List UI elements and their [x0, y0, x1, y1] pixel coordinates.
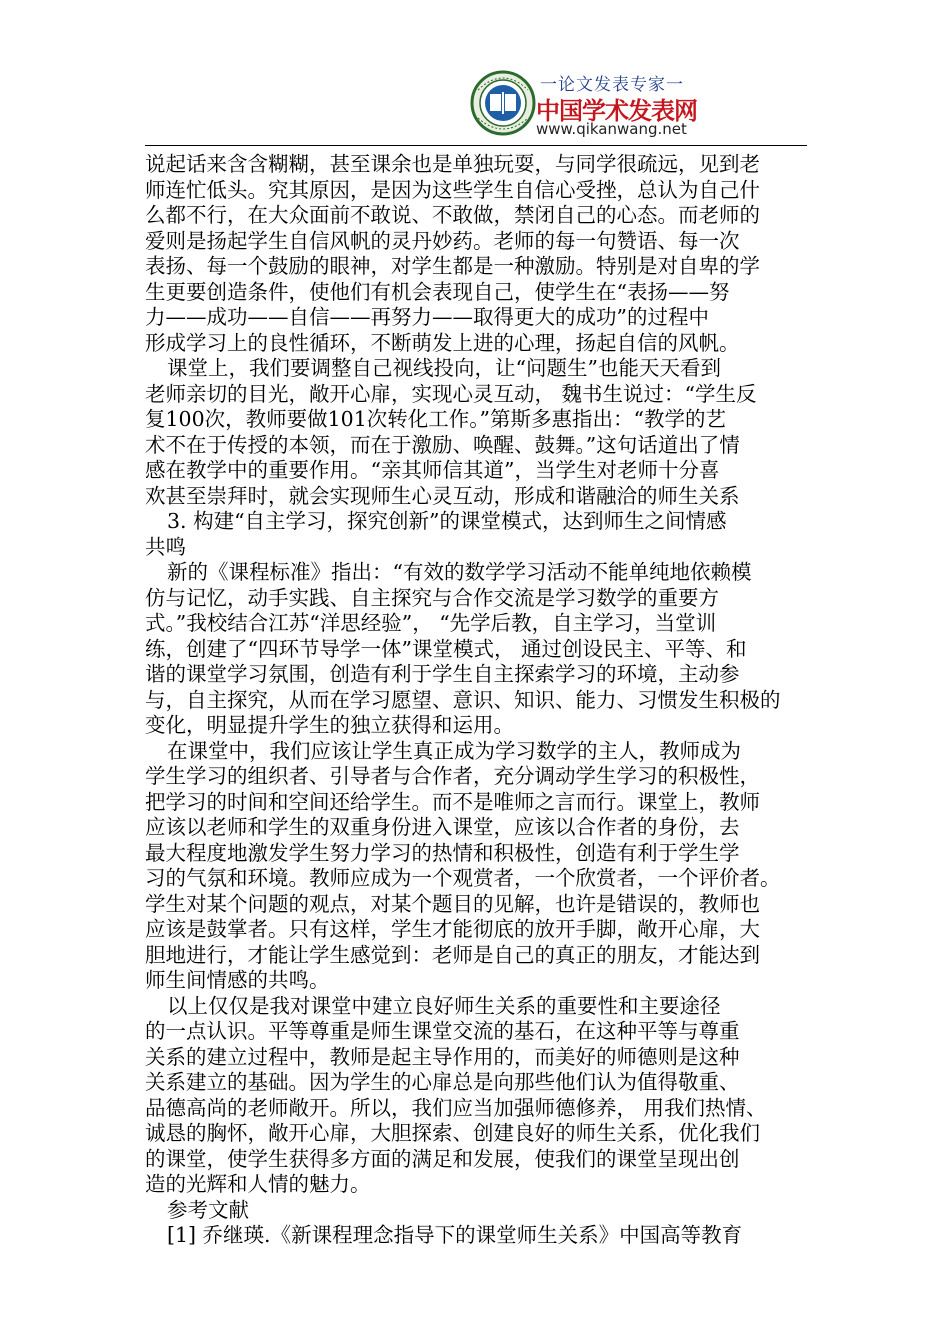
paragraph-line: 课堂上，我们要调整自己视线投向，让“问题生”也能天天看到 — [167, 356, 721, 380]
paragraph-line: 复100次，教师要做101次转化工作。”第斯多惠指出：“教学的艺 — [145, 407, 726, 431]
paragraph-line: 式。”我校结合江苏“洋思经验”， “先学后教，自主学习，当堂训 — [145, 611, 717, 635]
logo-name: 中国学术发表网 — [536, 97, 697, 125]
paragraph-line: 变化，明显提升学生的独立获得和运用。 — [145, 713, 514, 737]
paragraph-line: 师连忙低头。究其原因，是因为这些学生自信心受挫，总认为自己什 — [145, 177, 760, 202]
paragraph-line: 感在教学中的重要作用。“亲其师信其道”，当学生对老师十分喜 — [145, 458, 720, 482]
header-divider — [145, 145, 807, 146]
section-heading: 共鸣 — [145, 534, 186, 559]
paragraph-line: 老师亲切的目光，敞开心扉，实现心灵互动， 魏书生说过：“学生反 — [145, 381, 757, 406]
paragraph-line: 胆地进行，才能让学生感觉到：老师是自己的真正的朋友，才能达到 — [145, 942, 760, 967]
paragraph-line: 与，自主探究，从而在学习愿望、意识、知识、能力、习惯发生积极的 — [145, 687, 781, 712]
paragraph-line: 应该是鼓掌者。只有这样，学生才能彻底的放开手脚，敞开心扉，大 — [145, 917, 760, 941]
paragraph-line: 习的气氛和环境。教师应成为一个观赏者，一个欣赏者，一个评价者。 — [145, 866, 781, 890]
paragraph-line: 师生间情感的共鸣。 — [145, 968, 330, 992]
paragraph-line: 形成学习上的良性循环，不断萌发上进的心理，扬起自信的风帆。 — [145, 330, 740, 355]
paragraph-line: 表扬、每一个鼓励的眼神，对学生都是一种激励。特别是对自卑的学 — [145, 254, 760, 278]
paragraph-line: 最大程度地激发学生努力学习的热情和积极性，创造有利于学生学 — [145, 840, 740, 865]
paragraph-line: 应该以老师和学生的双重身份进入课堂，应该以合作者的身份，去 — [145, 815, 740, 839]
site-logo — [470, 68, 698, 142]
paragraph-line: 关系的建立过程中，教师是起主导作用的，而美好的师德则是这种 — [145, 1044, 740, 1069]
paragraph-line: 新的《课程标准》指出：“有效的数学学习活动不能单纯地依赖模 — [167, 560, 752, 584]
paragraph-line: 学生对某个问题的观点，对某个题目的见解，也许是错误的，教师也 — [145, 891, 760, 916]
paragraph-line: 欢甚至崇拜时，就会实现师生心灵互动，形成和谐融洽的师生关系 — [145, 483, 740, 508]
paragraph-line: 造的光辉和人情的魅力。 — [145, 1172, 371, 1196]
paragraph-line: 诚恳的胸怀，敞开心扉，大胆探索、创建良好的师生关系，优化我们 — [145, 1121, 760, 1145]
paragraph-line: 在课堂中，我们应该让学生真正成为学习数学的主人，教师成为 — [167, 738, 741, 763]
logo-slogan: 一论文发表专家一 — [540, 75, 684, 95]
paragraph-line: 学生学习的组织者、引导者与合作者，充分调动学生学习的积极性， — [145, 764, 760, 788]
paragraph-line: 把学习的时间和空间还给学生。而不是唯师之言而行。课堂上，教师 — [145, 789, 760, 814]
paragraph-line: 品德高尚的老师敞开。所以，我们应当加强师德修养， 用我们热情、 — [145, 1095, 767, 1120]
paragraph-line: 生更要创造条件，使他们有机会表现自己，使学生在“表扬——努 — [145, 279, 730, 304]
paragraph-line: 仿与记忆，动手实践、自主探究与合作交流是学习数学的重要方 — [145, 585, 719, 610]
paragraph-line: 术不在于传授的本领，而在于激励、唤醒、鼓舞。”这句话道出了情 — [145, 432, 740, 457]
paragraph-line: 练，创建了“四环节导学一体”课堂模式， 通过创设民主、平等、和 — [145, 636, 747, 661]
reference-item: [1] 乔继瑛.《新课程理念指导下的课堂师生关系》中国高等教育 — [167, 1223, 743, 1247]
paragraph-line: 的课堂，使学生获得多方面的满足和发展，使我们的课堂呈现出创 — [145, 1146, 740, 1171]
paragraph-line: 谐的课堂学习氛围，创造有利于学生自主探索学习的环境，主动参 — [145, 662, 740, 686]
paragraph-line: 爱则是扬起学生自信风帆的灵丹妙药。老师的每一句赞语、每一次 — [145, 228, 740, 253]
section-heading: 3. 构建“自主学习，探究创新”的课堂模式，达到师生之间情感 — [167, 509, 727, 533]
paragraph-line: 关系建立的基础。因为学生的心扉总是向那些他们认为值得敬重、 — [145, 1070, 740, 1094]
paragraph-line: 说起话来含含糊糊，甚至课余也是单独玩耍，与同学很疏远，见到老 — [145, 152, 760, 176]
references-heading: 参考文献 — [167, 1197, 249, 1222]
document-body — [145, 152, 805, 1249]
paragraph-line: 以上仅仅是我对课堂中建立良好师生关系的重要性和主要途径 — [167, 993, 721, 1018]
paragraph-line: 的一点认识。平等尊重是师生课堂交流的基石，在这种平等与尊重 — [145, 1019, 740, 1043]
paragraph-line: 么都不行，在大众面前不敢说、不敢做，禁闭自己的心态。而老师的 — [145, 203, 760, 227]
logo-url: www.qikanwang.net — [536, 120, 687, 138]
emblem-icon — [470, 68, 536, 138]
paragraph-line: 力——成功——自信——再努力——取得更大的成功”的过程中 — [145, 305, 709, 329]
